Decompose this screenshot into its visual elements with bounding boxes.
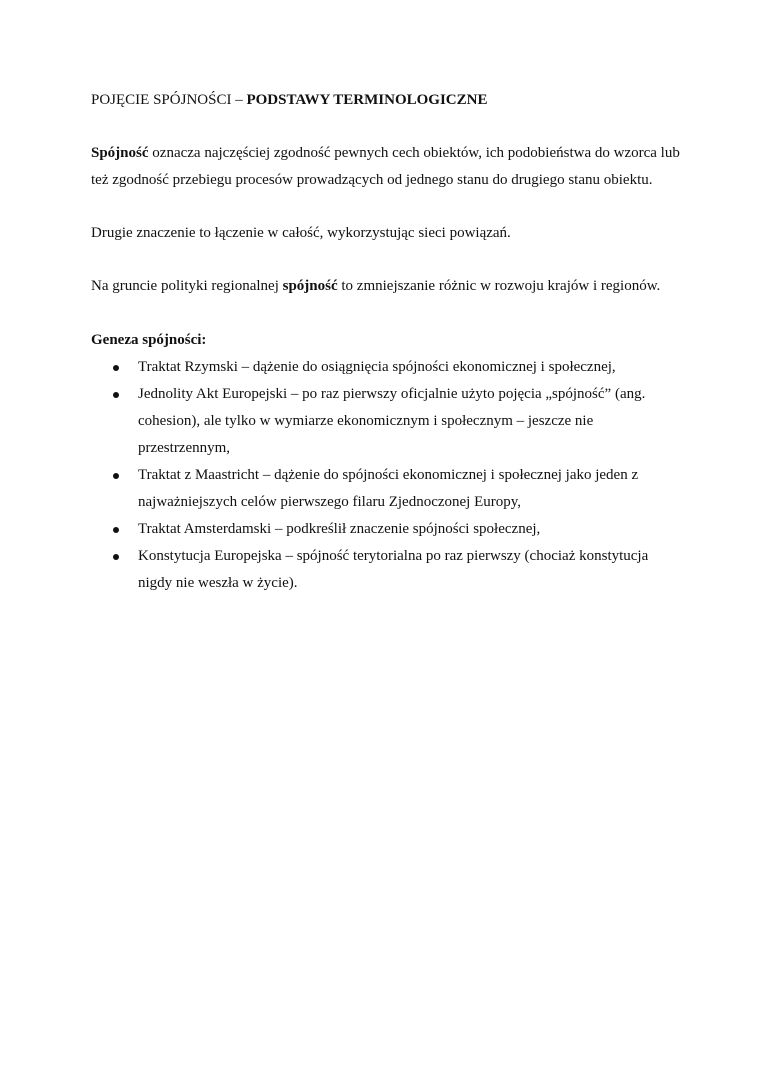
list-item xyxy=(91,354,681,381)
definition-term: Spójność xyxy=(91,145,149,161)
bullet-icon xyxy=(113,365,119,371)
list-item-text: Traktat Rzymski – dążenie do osiągnięcia spójności ekonomicznej i społecznej, xyxy=(138,359,616,375)
list-item-text: Traktat z Maastricht – dążenie do spójności ekonomicznej i społecznej jako jeden z najważniejszych celów pierwszego filaru Zjednoczonej Europy, xyxy=(138,467,639,510)
list-item-text: Jednolity Akt Europejski – po raz pierwszy oficjalnie użyto pojęcia „spójność” (ang. cohesion), ale tylko w wymiarze ekonomicznym i społecznym – jeszcze nie przestrzennym, xyxy=(138,386,646,456)
list-item xyxy=(91,516,681,543)
definition-text: oznacza najczęściej zgodność pewnych cech obiektów, ich podobieństwa do wzorca lub też zgodność przebiegu procesów prowadzących od jednego stanu do drugiego stanu obiektu. xyxy=(91,145,680,188)
title-regular-part: POJĘCIE SPÓJNOŚCI – xyxy=(91,92,247,108)
second-meaning-paragraph xyxy=(91,220,681,247)
genesis-heading: Geneza spójności: xyxy=(91,332,207,348)
list-item xyxy=(91,381,681,462)
regional-policy-text-before: Na gruncie polityki regionalnej xyxy=(91,278,283,294)
regional-policy-text-after: to zmniejszanie różnic w rozwoju krajów i regionów. xyxy=(337,278,661,294)
regional-policy-paragraph xyxy=(91,273,681,300)
bullet-icon xyxy=(113,554,119,560)
document-title xyxy=(91,87,681,114)
definition-paragraph xyxy=(91,140,681,194)
title-bold-part: PODSTAWY TERMINOLOGICZNE xyxy=(246,92,488,108)
bullet-icon xyxy=(113,527,119,533)
bullet-icon xyxy=(113,473,119,479)
list-item xyxy=(91,543,681,597)
second-meaning-text: Drugie znaczenie to łączenie w całość, wykorzystując sieci powiązań. xyxy=(91,225,511,241)
list-item-text: Konstytucja Europejska – spójność terytorialna po raz pierwszy (chociaż konstytucja nigdy nie weszła w życie). xyxy=(138,548,649,591)
genesis-list xyxy=(91,354,681,597)
regional-policy-term: spójność xyxy=(282,278,338,294)
list-item xyxy=(91,462,681,516)
document-body xyxy=(91,87,681,597)
bullet-icon xyxy=(113,392,119,398)
list-item-text: Traktat Amsterdamski – podkreślił znaczenie spójności społecznej, xyxy=(138,521,541,537)
